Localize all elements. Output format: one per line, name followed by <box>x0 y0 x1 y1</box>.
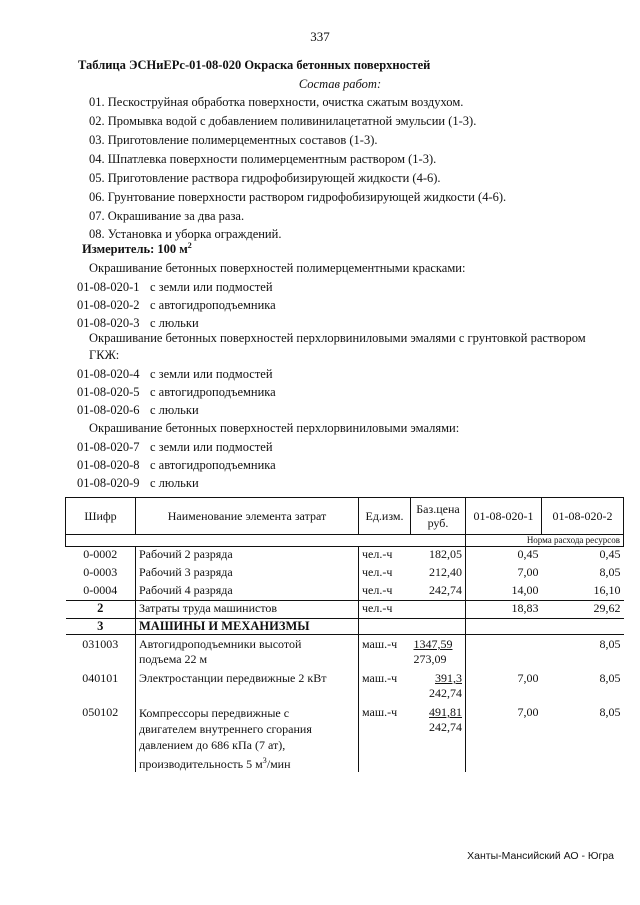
row-name: Рабочий 3 разряда <box>136 565 359 583</box>
row-value-1 <box>466 635 542 668</box>
row-value-2: 8,05 <box>599 637 621 651</box>
header-name: Наименование элемента затрат <box>136 498 359 535</box>
measure-unit: Измеритель: 100 $м^2$ <box>82 241 192 257</box>
row-value-1: 7,00 <box>466 667 542 701</box>
footer-region: Ханты-Мансийский АО - Югра <box>467 850 614 862</box>
row-unit: маш.-ч <box>359 667 411 701</box>
table-row <box>66 635 624 668</box>
group-title: Окрашивание бетонных поверхностей перхлорвиниловыми эмалями с грунтовкой раствором ГКЖ: <box>89 331 586 362</box>
item-desc: с автогидроподъемника <box>150 298 276 312</box>
row-name: Компрессоры передвижные с двигателем внутреннего сгорания давлением до 686 кПа (7 ат), производительность 5 $м^3$/мин <box>136 701 359 772</box>
item-code: 01-08-020-2 <box>77 298 140 312</box>
row-code: 2 <box>66 601 136 619</box>
group-title: Окрашивание бетонных поверхностей перхлорвиниловыми эмалями: <box>89 421 460 435</box>
group-title: Окрашивание бетонных поверхностей полимерцементными красками: <box>89 261 466 275</box>
table-title: Таблица ЭСНиЕРс-01-08-020 Окраска бетонных поверхностей <box>78 58 431 72</box>
header-unit: Ед.изм. <box>359 498 411 535</box>
header-col2: 01-08-020-2 <box>542 498 624 535</box>
row-name: Электростанции передвижные 2 кВт <box>136 667 359 701</box>
row-price: 242,74 <box>429 582 462 597</box>
item-code: 01-08-020-6 <box>77 403 140 417</box>
item-desc: с автогидроподъемника <box>150 385 276 399</box>
row-unit: чел.-ч <box>359 547 411 565</box>
row-value-2: 16,10 <box>593 582 621 597</box>
machines-section-row <box>66 619 624 635</box>
table-row <box>66 701 624 772</box>
row-name: Затраты труда машинистов <box>136 601 359 619</box>
row-value-2: 0,45 <box>599 547 621 561</box>
work-step: 03. Приготовление полимерцементных составов (1-3). <box>89 133 378 147</box>
header-price: Баз.цена руб. <box>411 498 466 535</box>
row-price: 1347,59 273,09 <box>413 637 453 666</box>
item-code: 01-08-020-5 <box>77 385 140 399</box>
row-value-1: 18,83 <box>466 601 542 619</box>
row-value-1: 14,00 <box>466 583 542 601</box>
row-value-1: 7,00 <box>466 701 542 772</box>
item-desc: с земли или подмостей <box>150 440 273 454</box>
row-unit: чел.-ч <box>359 565 411 583</box>
header-col1: 01-08-020-1 <box>466 498 542 535</box>
section-code: 3 <box>66 619 136 635</box>
row-value-2: 8,05 <box>599 671 621 685</box>
row-value-1: 7,00 <box>466 565 542 583</box>
row-price: 212,40 <box>429 564 462 579</box>
item-code: 01-08-020-9 <box>77 476 140 490</box>
item-desc: с автогидроподъемника <box>150 458 276 472</box>
page-number: 337 <box>310 29 330 44</box>
section-title: МАШИНЫ И МЕХАНИЗМЫ <box>136 619 359 635</box>
item-desc: с люльки <box>150 316 199 330</box>
table-row <box>66 583 624 601</box>
item-desc: с люльки <box>150 476 199 490</box>
row-unit: маш.-ч <box>359 701 411 772</box>
machinist-row <box>66 601 624 619</box>
row-value-2: 29,62 <box>542 601 624 619</box>
table-row <box>66 547 624 565</box>
row-unit: маш.-ч <box>359 635 411 668</box>
work-step: 05. Приготовление раствора гидрофобизирующей жидкости (4-6). <box>89 171 441 185</box>
norm-label: Норма расхода ресурсов <box>466 535 624 547</box>
item-desc: с люльки <box>150 403 199 417</box>
item-code: 01-08-020-1 <box>77 280 140 294</box>
norm-row <box>66 535 624 547</box>
work-step: 08. Установка и уборка ограждений. <box>89 227 282 241</box>
row-unit: чел.-ч <box>359 601 411 619</box>
row-value-2: 8,05 <box>599 705 621 719</box>
item-code: 01-08-020-3 <box>77 316 140 330</box>
composition-heading: Состав работ: <box>298 77 382 91</box>
work-step: 04. Шпатлевка поверхности полимерцементным раствором (1-3). <box>89 152 437 166</box>
table-row <box>66 565 624 583</box>
header-code: Шифр <box>66 498 136 535</box>
item-desc: с земли или подмостей <box>150 280 273 294</box>
resource-table <box>65 497 624 772</box>
row-code: 040101 <box>82 671 119 685</box>
row-value-1: 0,45 <box>466 547 542 565</box>
work-step: 06. Грунтование поверхности раствором гидрофобизирующей жидкости (4-6). <box>89 190 507 204</box>
item-code: 01-08-020-7 <box>77 440 140 454</box>
row-price: 182,05 <box>429 547 462 561</box>
row-code: 0-0004 <box>83 582 118 597</box>
work-step: 07. Окрашивание за два раза. <box>89 209 245 223</box>
row-name: Рабочий 2 разряда <box>136 547 359 565</box>
item-desc: с земли или подмостей <box>150 367 273 381</box>
row-name: Рабочий 4 разряда <box>136 583 359 601</box>
row-code: 0-0002 <box>83 547 118 561</box>
row-value-2: 8,05 <box>599 564 621 579</box>
row-code: 0-0003 <box>83 564 118 579</box>
work-step: 01. Пескоструйная обработка поверхности, очистка сжатым воздухом. <box>89 95 464 109</box>
item-code: 01-08-020-4 <box>77 367 140 381</box>
row-name: Автогидроподъемники высотой подъема 22 м <box>136 635 359 668</box>
row-price: 391,3 242,74 <box>429 671 462 700</box>
row-unit: чел.-ч <box>359 583 411 601</box>
table-header <box>66 498 624 535</box>
row-price: 491,81 242,74 <box>429 705 462 734</box>
row-code: 031003 <box>82 637 119 651</box>
table-row <box>66 667 624 701</box>
work-step: 02. Промывка водой с добавлением поливинилацетатной эмульсии (1-3). <box>89 114 477 128</box>
row-code: 050102 <box>82 705 119 719</box>
item-code: 01-08-020-8 <box>77 458 140 472</box>
